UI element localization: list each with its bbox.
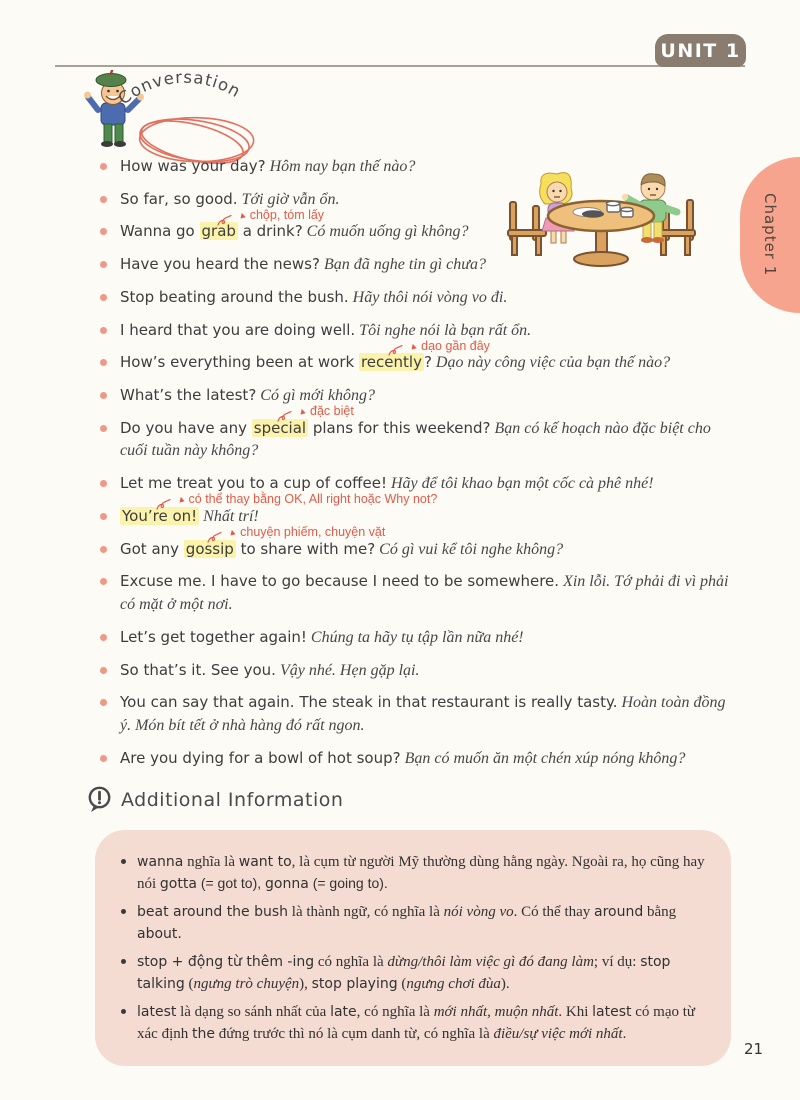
phrase-segment: plans for this weekend? — [308, 418, 491, 437]
phrase-segment: So far, so good. — [120, 189, 238, 208]
vietnamese-translation: Vậy nhé. Hẹn gặp lại. — [275, 661, 420, 679]
annotation-triangle-icon: ▲ — [227, 526, 239, 538]
info-text-segment: gotta — [159, 876, 197, 893]
vietnamese-translation: Có gì vui kể tôi nghe không? — [375, 540, 564, 558]
english-phrase — [120, 693, 617, 711]
margin-note-text: đặc biệt — [310, 404, 354, 419]
info-text-segment: dừng/thôi làm việc gì đó đang làm — [387, 953, 594, 970]
info-text-segment: ngưng chơi đùa — [406, 975, 501, 992]
exclamation-bubble-icon — [86, 786, 113, 814]
info-text-segment: gonna — [265, 876, 309, 893]
phrase-segment: a drink? — [237, 222, 303, 241]
bullet-dot — [100, 755, 107, 762]
bullet-dot — [100, 513, 107, 520]
bullet-dot — [100, 327, 107, 334]
vietnamese-translation: Tới giờ vẫn ổn. — [237, 190, 340, 208]
info-item — [117, 951, 707, 995]
info-text-segment: (= got to), — [196, 875, 266, 892]
annotation-triangle-icon: ▲ — [408, 339, 420, 352]
phrase-segment: How’s everything been at work — [120, 353, 359, 372]
conversation-item — [98, 748, 730, 771]
annotation-triangle-icon: ▲ — [175, 493, 187, 506]
conversation-item — [98, 404, 730, 463]
phrase-segment: ? — [423, 353, 432, 372]
vietnamese-translation: Có muốn uống gì không? — [302, 223, 469, 241]
chapter-tab[interactable] — [740, 157, 800, 313]
english-phrase — [120, 157, 266, 175]
highlighted-word: grab ▲ chộp, tóm lấy — [201, 207, 325, 241]
info-text-segment: late — [330, 1003, 357, 1020]
phrase-segment: Are you dying for a bowl of hot soup? — [120, 748, 401, 767]
info-text-segment: ( — [397, 975, 407, 992]
info-text-segment: . Khi — [558, 1003, 593, 1020]
info-text-segment: stop talking — [137, 953, 671, 992]
highlighted-word: You’re on! ▲ có thể thay bằng OK, All right hoặc Why not? — [122, 492, 438, 525]
highlighted-word: recently ▲ dạo gần đây — [360, 338, 490, 372]
bullet-dot — [100, 480, 107, 487]
phrase-segment: Wanna go — [120, 222, 200, 241]
additional-info-title: Additional Information — [121, 789, 344, 811]
info-text-segment: có nghĩa là — [314, 953, 388, 970]
phrase-segment: Got any — [120, 539, 184, 558]
conversation-item — [98, 660, 730, 683]
info-text-segment: . Có thể thay — [513, 904, 595, 921]
bullet-dot — [100, 546, 107, 553]
info-text-segment: ; ví dụ: — [593, 953, 641, 970]
english-phrase — [120, 628, 307, 646]
phrase-segment: Excuse me. I have to go because I need to be somewhere. — [120, 572, 560, 591]
unit-badge — [655, 34, 746, 67]
additional-info-header — [86, 786, 343, 814]
conversation-item — [98, 385, 730, 408]
info-text-segment: beat around the bush — [137, 904, 289, 921]
info-text-segment: wanna — [137, 854, 184, 870]
phrase-segment: What’s the latest? — [120, 386, 257, 405]
vietnamese-translation: Hôm nay bạn thế nào? — [265, 158, 416, 175]
english-phrase — [120, 190, 238, 208]
conversation-item — [98, 287, 730, 310]
phrase-segment: Have you heard the news? — [120, 255, 320, 274]
info-text-segment: đứng trước thì nó là cụm danh từ, có nghĩa là — [214, 1025, 494, 1042]
conversation-item — [98, 189, 730, 212]
bullet-dot — [100, 425, 107, 432]
info-item — [117, 1001, 707, 1045]
info-text-segment: . — [622, 1025, 627, 1042]
conversation-item — [98, 473, 730, 496]
bullet-dot — [100, 294, 107, 301]
conversation-item — [98, 627, 730, 650]
conversation-item — [98, 207, 730, 244]
info-text-segment: là dạng so sánh nhất của — [176, 1003, 331, 1020]
chapter-label: Chapter 1 — [761, 193, 779, 277]
bullet-dot — [100, 196, 107, 203]
vietnamese-translation: Xin lỗi. Tớ phải đi vì phải có mặt ở một nơi. — [120, 573, 729, 614]
conversation-item — [98, 320, 730, 343]
conversation-item — [98, 525, 730, 562]
english-phrase — [120, 386, 256, 404]
phrase-segment: I heard that you are doing well. — [120, 320, 356, 339]
bullet-dot — [100, 228, 107, 235]
info-item — [117, 851, 707, 895]
bullet-dot — [121, 909, 126, 914]
bullet-dot — [100, 359, 107, 366]
english-phrase — [120, 255, 320, 273]
info-text-segment: bằng — [643, 904, 677, 921]
vietnamese-translation: Bạn đã nghe tin gì chưa? — [319, 256, 487, 274]
info-text-segment: ( — [184, 975, 194, 992]
english-phrase — [120, 321, 355, 339]
info-text-segment: latest — [137, 1003, 177, 1020]
conversation-title: Conversation — [114, 67, 245, 109]
info-text-segment: about. — [137, 926, 182, 943]
bullet-dot — [121, 1009, 126, 1014]
annotation-triangle-icon: ▲ — [236, 208, 248, 221]
info-text-segment: điều/sự việc mới nhất — [493, 1025, 623, 1042]
english-phrase — [120, 474, 387, 492]
bullet-dot — [121, 959, 126, 964]
info-text-segment: the — [191, 1025, 215, 1042]
english-phrase — [120, 749, 401, 767]
bullet-dot — [100, 578, 107, 585]
info-text-segment: want to — [238, 854, 292, 870]
vietnamese-translation: Tôi nghe nói là bạn rất ổn. — [355, 321, 532, 339]
bullet-dot — [121, 859, 126, 864]
phrase-segment: Stop beating around the bush. — [120, 287, 349, 306]
vietnamese-translation: Hoàn toàn đồng ý. Món bít tết ở nhà hàng đó rất ngon. — [120, 694, 726, 734]
info-item — [117, 901, 707, 945]
bullet-dot — [100, 392, 107, 399]
vietnamese-translation: Bạn có muốn ăn một chén xúp nóng không? — [400, 749, 686, 767]
bullet-dot — [100, 261, 107, 268]
phrase-segment: You can say that again. The steak in that restaurant is really tasty. — [120, 693, 618, 712]
info-text-segment: mới nhất, muộn nhất — [433, 1003, 559, 1020]
info-text-segment: ngưng trò chuyện — [193, 975, 300, 992]
info-text-segment: (= going to). — [308, 875, 388, 892]
margin-note-text: chộp, tóm lấy — [249, 207, 325, 222]
annotation-curl-icon — [207, 530, 227, 544]
info-text-segment: , là cụm từ người Mỹ thường dùng hằng ngày. Ngoài ra, họ cũng hay nói — [137, 854, 705, 893]
info-text-segment: nói vòng vo — [443, 904, 514, 921]
english-phrase — [120, 572, 559, 590]
english-phrase — [120, 207, 325, 241]
phrase-segment: Let’s get together again! — [120, 627, 307, 646]
english-phrase — [120, 661, 276, 679]
info-text-segment: latest — [592, 1003, 632, 1020]
highlighted-word: special ▲ đặc biệt — [253, 404, 354, 437]
vietnamese-translation: Nhất trí! — [199, 507, 259, 525]
english-phrase — [120, 525, 386, 558]
additional-info-box — [95, 830, 731, 1066]
annotation-curl-icon — [388, 343, 408, 357]
bullet-dot — [100, 667, 107, 674]
info-text-segment: stop playing — [311, 975, 398, 992]
svg-text:Conversation — [113, 57, 246, 124]
vietnamese-translation: Chúng ta hãy tụ tập lần nữa nhé! — [306, 628, 524, 646]
vietnamese-translation: Có gì mới không? — [256, 387, 376, 405]
bullet-dot — [100, 163, 107, 170]
page-number: 21 — [744, 1040, 764, 1058]
vietnamese-translation: Hãy thôi nói vòng vo đi. — [348, 288, 508, 306]
unit-label: UNIT 1 — [660, 39, 741, 62]
english-phrase — [120, 288, 349, 306]
phrase-segment: Let me treat you to a cup of coffee! — [120, 474, 387, 493]
info-text-segment: ). — [500, 975, 510, 992]
bullet-dot — [100, 634, 107, 641]
conversation-item — [98, 492, 730, 529]
phrase-segment: How was your day? — [120, 157, 266, 175]
margin-note-text: có thể thay bằng OK, All right hoặc Why not? — [188, 492, 438, 507]
phrase-segment: to share with me? — [235, 539, 376, 558]
conversation-item — [98, 338, 730, 375]
conversation-item — [98, 692, 730, 737]
annotation-curl-icon — [217, 213, 237, 227]
info-text-segment: around — [594, 904, 644, 921]
conversation-item — [98, 254, 730, 277]
vietnamese-translation: Hãy để tôi khao bạn một cốc cà phê nhé! — [386, 475, 654, 493]
bullet-dot — [100, 699, 107, 706]
phrase-segment: So that’s it. See you. — [120, 660, 276, 679]
vietnamese-translation: Bạn có kế hoạch nào đặc biệt cho cuối tuần này không? — [120, 419, 711, 460]
margin-note-text: dạo gần đây — [421, 338, 490, 353]
margin-note-text: chuyện phiếm, chuyện vặt — [240, 525, 386, 540]
annotation-curl-icon — [156, 497, 176, 511]
english-phrase — [120, 338, 490, 372]
info-text-segment: là thành ngữ, có nghĩa là — [288, 904, 444, 921]
annotation-curl-icon — [277, 409, 297, 423]
info-text-segment: có mạo từ xác định — [137, 1003, 696, 1042]
info-text-segment: nghĩa là — [183, 854, 239, 870]
highlighted-word: gossip ▲ chuyện phiếm, chuyện vặt — [185, 525, 386, 558]
phrase-segment: Do you have any — [120, 418, 252, 437]
annotation-triangle-icon: ▲ — [296, 405, 309, 418]
conversation-list — [98, 156, 730, 780]
english-phrase — [120, 404, 491, 437]
conversation-item — [98, 571, 730, 616]
info-text-segment: , có nghĩa là — [356, 1003, 434, 1020]
info-text-segment: stop + động từ thêm -ing — [137, 953, 315, 970]
info-text-segment: ), — [299, 975, 312, 992]
conversation-item — [98, 156, 730, 179]
vietnamese-translation: Dạo này công việc của bạn thế nào? — [431, 354, 671, 372]
